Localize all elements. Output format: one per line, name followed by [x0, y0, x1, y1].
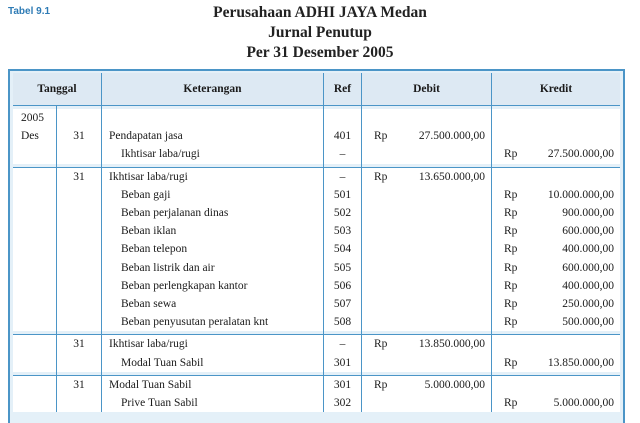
- journal-row: [13, 259, 620, 277]
- kredit-cell: [491, 313, 620, 331]
- debit-cell: [361, 277, 491, 295]
- journal-row: [13, 240, 620, 258]
- kredit-cell: [491, 277, 620, 295]
- ref-cell: –: [323, 334, 361, 353]
- month-cell: [13, 334, 56, 353]
- currency-symbol: Rp: [504, 188, 518, 201]
- currency-symbol: Rp: [504, 261, 518, 274]
- month-cell: [13, 295, 56, 313]
- kredit-cell: [491, 145, 620, 163]
- closing-journal-table: [13, 73, 620, 412]
- currency-symbol: Rp: [504, 396, 518, 409]
- day-cell: [56, 277, 101, 295]
- account-name: Beban penyusutan peralatan knt: [121, 316, 269, 329]
- kredit-cell: [491, 186, 620, 204]
- journal-title: Jurnal Penutup: [268, 24, 372, 41]
- description-cell: [101, 204, 323, 222]
- debit-cell-amount: 27.500.000,00: [418, 130, 485, 143]
- day-cell: [56, 186, 101, 204]
- account-name: Modal Tuan Sabil: [121, 356, 204, 369]
- day-cell: [56, 240, 101, 258]
- kredit-cell-amount: 10.000.000,00: [547, 188, 614, 201]
- kredit-cell: [491, 222, 620, 240]
- day-cell: [56, 204, 101, 222]
- company-name: Perusahaan ADHI JAYA Medan: [213, 4, 427, 21]
- journal-row: [13, 127, 620, 145]
- kredit-cell: [491, 167, 620, 186]
- day-cell: [56, 295, 101, 313]
- currency-symbol: Rp: [504, 243, 518, 256]
- kredit-cell-amount: 250.000,00: [562, 297, 614, 310]
- month-cell: [13, 259, 56, 277]
- header-keterangan: Keterangan: [101, 73, 323, 106]
- day-cell: 31: [56, 167, 101, 186]
- currency-symbol: Rp: [504, 279, 518, 292]
- kredit-cell: [491, 334, 620, 353]
- ref-cell: 508: [323, 313, 361, 331]
- journal-row: [13, 334, 620, 353]
- year-cell: 2005: [13, 109, 56, 127]
- debit-cell: [361, 145, 491, 163]
- debit-cell: [361, 222, 491, 240]
- description-cell: [101, 259, 323, 277]
- month-cell: [13, 186, 56, 204]
- currency-symbol: Rp: [504, 148, 518, 161]
- header-debit: Debit: [361, 73, 491, 106]
- ref-cell: 505: [323, 259, 361, 277]
- currency-symbol: Rp: [504, 316, 518, 329]
- day-cell: 31: [56, 375, 101, 394]
- day-cell: [56, 313, 101, 331]
- ref-cell: 401: [323, 127, 361, 145]
- debit-cell: [361, 167, 491, 186]
- header-kredit: Kredit: [491, 73, 620, 106]
- currency-symbol: Rp: [504, 207, 518, 220]
- currency-symbol: Rp: [374, 338, 388, 351]
- journal-row: [13, 277, 620, 295]
- debit-cell: [361, 240, 491, 258]
- debit-cell-amount: 13.850.000,00: [418, 338, 485, 351]
- description-cell: [101, 277, 323, 295]
- account-name: Beban iklan: [121, 225, 177, 238]
- month-cell: [13, 353, 56, 371]
- description-cell: [101, 394, 323, 412]
- debit-cell: [361, 186, 491, 204]
- currency-symbol: Rp: [504, 297, 518, 310]
- account-name: Beban perjalanan dinas: [121, 207, 229, 220]
- debit-cell-amount: 5.000.000,00: [424, 378, 485, 391]
- day-cell: [56, 353, 101, 371]
- account-name: Prive Tuan Sabil: [121, 396, 198, 409]
- kredit-cell-amount: 400.000,00: [562, 279, 614, 292]
- account-name: Ikhtisar laba/rugi: [121, 148, 200, 161]
- ref-cell: 507: [323, 295, 361, 313]
- currency-symbol: Rp: [374, 378, 388, 391]
- day-cell: [56, 145, 101, 163]
- kredit-cell: [491, 353, 620, 371]
- debit-cell: [361, 375, 491, 394]
- debit-cell: [361, 295, 491, 313]
- journal-row: [13, 145, 620, 163]
- debit-cell: [361, 394, 491, 412]
- ref-cell: 504: [323, 240, 361, 258]
- kredit-cell: [491, 204, 620, 222]
- description-cell: [101, 375, 323, 394]
- journal-row: [13, 222, 620, 240]
- kredit-cell-amount: 5.000.000,00: [553, 396, 614, 409]
- kredit-cell-amount: 600.000,00: [562, 225, 614, 238]
- kredit-cell-amount: 600.000,00: [562, 261, 614, 274]
- description-cell: [101, 295, 323, 313]
- debit-cell: [361, 353, 491, 371]
- journal-row: [13, 295, 620, 313]
- description-cell: [101, 334, 323, 353]
- month-cell: [13, 204, 56, 222]
- account-name: Ikhtisar laba/rugi: [109, 170, 188, 183]
- ref-cell: 503: [323, 222, 361, 240]
- ref-cell: 501: [323, 186, 361, 204]
- description-cell: [101, 222, 323, 240]
- month-cell: [13, 277, 56, 295]
- ref-cell: –: [323, 167, 361, 186]
- table-number-label: Tabel 9.1: [8, 6, 51, 17]
- title-block: [0, 3, 640, 63]
- kredit-cell: [491, 127, 620, 145]
- account-name: Beban sewa: [121, 297, 177, 310]
- debit-cell: [361, 334, 491, 353]
- journal-table-frame: [8, 69, 625, 423]
- day-cell: 31: [56, 334, 101, 353]
- account-name: Beban listrik dan air: [121, 261, 215, 274]
- kredit-cell-amount: 27.500.000,00: [547, 148, 614, 161]
- header-tanggal: Tanggal: [13, 73, 101, 106]
- journal-row: [13, 353, 620, 371]
- description-cell: [101, 240, 323, 258]
- account-name: Beban gaji: [121, 188, 171, 201]
- month-cell: [13, 375, 56, 394]
- description-cell: [101, 353, 323, 371]
- account-name: Beban perlengkapan kantor: [121, 279, 248, 292]
- description-cell: [101, 186, 323, 204]
- journal-row: [13, 394, 620, 412]
- journal-row: [13, 186, 620, 204]
- kredit-cell: [491, 375, 620, 394]
- description-cell: [101, 313, 323, 331]
- currency-symbol: Rp: [374, 170, 388, 183]
- day-cell: [56, 394, 101, 412]
- day-cell: [56, 259, 101, 277]
- kredit-cell-amount: 400.000,00: [562, 243, 614, 256]
- debit-cell: [361, 259, 491, 277]
- kredit-cell-amount: 13.850.000,00: [547, 356, 614, 369]
- debit-cell: [361, 313, 491, 331]
- ref-cell: 502: [323, 204, 361, 222]
- table-header-row: [13, 73, 620, 106]
- currency-symbol: Rp: [374, 130, 388, 143]
- journal-row: [13, 167, 620, 186]
- month-cell: [13, 394, 56, 412]
- journal-body: [13, 106, 620, 412]
- journal-row: [13, 375, 620, 394]
- currency-symbol: Rp: [504, 356, 518, 369]
- ref-cell: 301: [323, 353, 361, 371]
- account-name: Ikhtisar laba/rugi: [109, 338, 188, 351]
- description-cell: [101, 145, 323, 163]
- ref-cell: 301: [323, 375, 361, 394]
- month-cell: [13, 145, 56, 163]
- account-name: Pendapatan jasa: [109, 130, 183, 143]
- ref-cell: 302: [323, 394, 361, 412]
- debit-cell-amount: 13.650.000,00: [418, 170, 485, 183]
- account-name: Modal Tuan Sabil: [109, 378, 192, 391]
- month-cell: [13, 222, 56, 240]
- description-cell: [101, 167, 323, 186]
- ref-cell: –: [323, 145, 361, 163]
- account-name: Beban telepon: [121, 243, 188, 256]
- header-ref: Ref: [323, 73, 361, 106]
- kredit-cell: [491, 394, 620, 412]
- month-cell: Des: [13, 127, 56, 145]
- journal-row: [13, 204, 620, 222]
- kredit-cell-amount: 500.000,00: [562, 316, 614, 329]
- kredit-cell-amount: 900.000,00: [562, 207, 614, 220]
- debit-cell: [361, 127, 491, 145]
- journal-row: [13, 313, 620, 331]
- kredit-cell: [491, 240, 620, 258]
- debit-cell: [361, 204, 491, 222]
- day-cell: [56, 222, 101, 240]
- month-cell: [13, 240, 56, 258]
- month-cell: [13, 313, 56, 331]
- description-cell: [101, 127, 323, 145]
- ref-cell: 506: [323, 277, 361, 295]
- kredit-cell: [491, 259, 620, 277]
- year-row: [13, 109, 620, 127]
- month-cell: [13, 167, 56, 186]
- day-cell: 31: [56, 127, 101, 145]
- currency-symbol: Rp: [504, 225, 518, 238]
- journal-period: Per 31 Desember 2005: [246, 44, 394, 61]
- kredit-cell: [491, 295, 620, 313]
